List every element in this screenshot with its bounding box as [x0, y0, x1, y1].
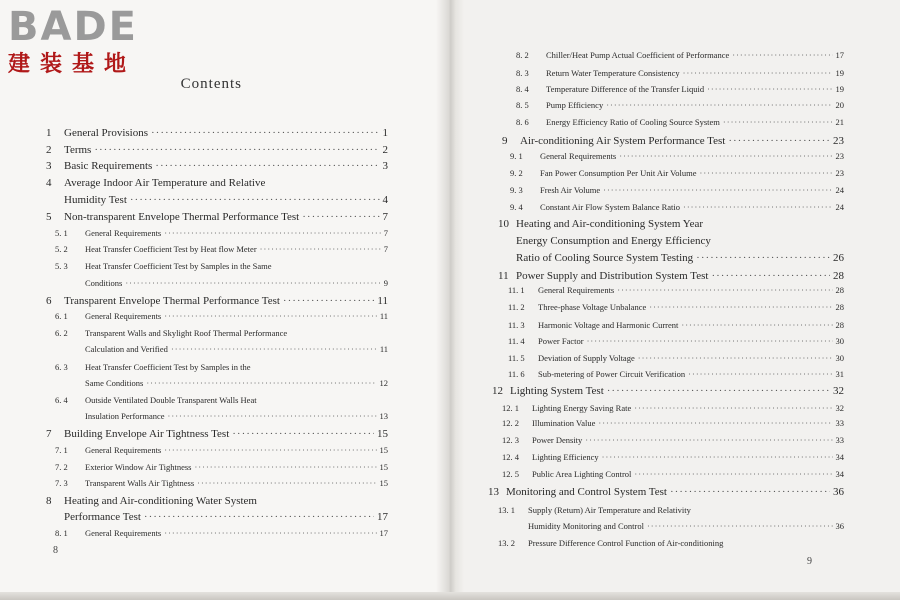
- toc-entry-title: Supply (Return) Air Temperature and Relativity: [528, 505, 691, 515]
- toc-entry: [498, 235, 844, 247]
- toc-entry-number: 13: [488, 486, 499, 498]
- toc-entry-page: 15: [379, 478, 388, 488]
- toc-entry: [46, 428, 388, 440]
- toc-entry-number: 7. 2: [55, 462, 68, 472]
- toc-dot-leader: [283, 295, 374, 307]
- toc-entry-page: 3: [382, 160, 388, 172]
- toc-entry-number: 12. 3: [502, 435, 519, 445]
- toc-entry: [492, 385, 844, 397]
- toc-entry-page: 32: [835, 403, 844, 413]
- toc-entry-number: 11. 4: [508, 336, 525, 346]
- toc-entry-page: 11: [377, 295, 388, 307]
- toc-dot-leader: [647, 521, 833, 531]
- toc-entry-page: 33: [835, 435, 844, 445]
- toc-dot-leader: [607, 385, 830, 397]
- toc-entry: [498, 505, 844, 515]
- book-gutter: [436, 0, 464, 600]
- toc-entry-number: 5: [46, 211, 52, 223]
- toc-entry-title: Heat Transfer Coefficient Test by Samples in the Same: [85, 261, 272, 271]
- toc-entry: [55, 411, 388, 421]
- toc-entry-page: 15: [377, 428, 388, 440]
- toc-entry: [508, 302, 844, 312]
- toc-entry-title: Monitoring and Control System Test: [506, 486, 667, 498]
- toc-dot-leader: [649, 302, 832, 312]
- toc-entry: [55, 378, 388, 388]
- toc-entry: [46, 127, 388, 139]
- toc-entry-title: Same Conditions: [85, 378, 144, 388]
- toc-entry: [508, 336, 844, 346]
- toc-dot-leader: [681, 320, 832, 330]
- toc-entry-number: 11. 5: [508, 353, 525, 363]
- toc-entry-page: 23: [835, 151, 844, 161]
- contents-title: Contents: [180, 76, 242, 92]
- toc-dot-leader: [171, 344, 377, 354]
- toc-entry-title: Performance Test: [64, 511, 141, 523]
- toc-entry-number: 8. 2: [516, 50, 529, 60]
- toc-entry: [46, 194, 388, 206]
- toc-dot-leader: [130, 194, 380, 206]
- bade-logo: [8, 6, 178, 80]
- toc-entry-title: Power Factor: [538, 336, 584, 346]
- toc-entry-number: 13. 2: [498, 538, 515, 548]
- toc-entry-title: Heat Transfer Coefficient Test by Samples in the: [85, 362, 251, 372]
- toc-entry: [502, 403, 844, 413]
- toc-entry-title: Lighting System Test: [510, 385, 604, 397]
- toc-entry-title: Chiller/Heat Pump Actual Coefficient of Performance: [546, 50, 730, 60]
- toc-entry-title: Air-conditioning Air System Performance Test: [520, 135, 726, 147]
- toc-entry-page: 24: [835, 202, 844, 212]
- toc-entry-page: 13: [379, 411, 388, 421]
- toc-entry-title: General Requirements: [85, 311, 162, 321]
- toc-entry-title: Power Density: [532, 435, 583, 445]
- toc-entry: [510, 151, 844, 161]
- toc-entry-page: 17: [835, 50, 844, 60]
- toc-entry: [510, 202, 844, 212]
- toc-entry-page: 31: [835, 369, 844, 379]
- toc-entry-title: Pressure Difference Control Function of Air-conditioning: [528, 538, 724, 548]
- toc-entry: [502, 469, 844, 479]
- toc-entry-title: Conditions: [85, 278, 123, 288]
- toc-entry-number: 7: [46, 428, 52, 440]
- toc-entry-page: 34: [835, 469, 844, 479]
- toc-entry-number: 4: [46, 177, 52, 189]
- toc-dot-leader: [151, 127, 379, 139]
- toc-dot-leader: [302, 211, 379, 223]
- toc-entry-title: Humidity Test: [64, 194, 127, 206]
- toc-entry-number: 3: [46, 160, 52, 172]
- toc-entry-number: 8: [46, 495, 52, 507]
- toc-entry-number: 9. 3: [510, 185, 523, 195]
- toc-entry-page: 33: [835, 418, 844, 428]
- toc-entry-title: Return Water Temperature Consistency: [546, 68, 680, 78]
- toc-entry-title: Ratio of Cooling Source System Testing: [516, 252, 694, 264]
- toc-entry-title: General Requirements: [538, 285, 615, 295]
- toc-entry-page: 28: [833, 270, 844, 282]
- toc-entry-page: 11: [379, 311, 388, 321]
- toc-dot-leader: [634, 469, 832, 479]
- toc-entry-page: 28: [835, 320, 844, 330]
- toc-entry-number: 9: [502, 135, 508, 147]
- toc-entry: [46, 511, 388, 523]
- toc-dot-leader: [155, 160, 379, 172]
- toc-entry: [508, 320, 844, 330]
- toc-entry-page: 4: [382, 194, 388, 206]
- toc-dot-leader: [146, 378, 376, 388]
- toc-entry: [55, 462, 388, 472]
- toc-dot-leader: [168, 411, 377, 421]
- toc-entry-title: Public Area Lighting Control: [532, 469, 632, 479]
- toc-entry-number: 6: [46, 295, 52, 307]
- toc-entry-page: 36: [833, 486, 844, 498]
- toc-entry-title: Exterior Window Air Tightness: [85, 462, 192, 472]
- toc-entry-number: 5. 2: [55, 244, 68, 254]
- toc-dot-leader: [144, 511, 374, 523]
- toc-entry: [46, 160, 388, 172]
- toc-entry: [55, 395, 388, 405]
- toc-dot-leader: [603, 185, 832, 195]
- logo-text: BADE: [8, 4, 138, 50]
- toc-entry-number: 6. 1: [55, 311, 68, 321]
- toc-entry-page: 17: [377, 511, 388, 523]
- toc-entry: [498, 521, 844, 531]
- toc-entry-number: 1: [46, 127, 52, 139]
- toc-entry: [46, 211, 388, 223]
- toc-dot-leader: [164, 445, 376, 455]
- toc-dot-leader: [728, 135, 830, 147]
- toc-entry: [502, 452, 844, 462]
- toc-entry-number: 7. 3: [55, 478, 68, 488]
- toc-entry-title: Deviation of Supply Voltage: [538, 353, 635, 363]
- toc-entry-title: Humidity Monitoring and Control: [528, 521, 644, 531]
- right-page: [452, 0, 900, 600]
- toc-entry-title: Non-transparent Envelope Thermal Performance Test: [64, 211, 300, 223]
- toc-entry-page: 7: [383, 228, 388, 238]
- toc-dot-leader: [164, 528, 376, 538]
- toc-entry-number: 11. 3: [508, 320, 525, 330]
- toc-entry-number: 11. 1: [508, 285, 525, 295]
- toc-entry: [55, 344, 388, 354]
- toc-dot-leader: [707, 84, 832, 94]
- toc-entry-title: General Requirements: [85, 228, 162, 238]
- toc-entry-number: 9. 1: [510, 151, 523, 161]
- toc-entry-page: 1: [382, 127, 388, 139]
- toc-entry-title: Harmonic Voltage and Harmonic Current: [538, 320, 679, 330]
- toc-entry-number: 9. 4: [510, 202, 523, 212]
- toc-entry-number: 6. 2: [55, 328, 68, 338]
- toc-entry-page: 17: [379, 528, 388, 538]
- toc-dot-leader: [260, 244, 381, 254]
- toc-entry: [502, 135, 844, 147]
- toc-dot-leader: [94, 144, 379, 156]
- toc-entry-page: 11: [379, 344, 388, 354]
- toc-entry: [46, 144, 388, 156]
- toc-entry-title: General Provisions: [64, 127, 149, 139]
- toc-dot-leader: [606, 100, 832, 110]
- logo-chinese-text: 建装基地: [8, 52, 137, 77]
- toc-entry: [498, 538, 844, 548]
- toc-entry: [510, 168, 844, 178]
- toc-entry-title: Calculation and Verified: [85, 344, 168, 354]
- toc-dot-leader: [683, 202, 832, 212]
- toc-entry-number: 5. 3: [55, 261, 68, 271]
- toc-dot-leader: [598, 418, 832, 428]
- toc-entry: [516, 84, 844, 94]
- toc-entry: [46, 295, 388, 307]
- toc-entry-number: 8. 4: [516, 84, 529, 94]
- toc-entry-page: 2: [382, 144, 388, 156]
- toc-dot-leader: [699, 168, 832, 178]
- toc-entry: [502, 435, 844, 445]
- toc-dot-leader: [688, 369, 832, 379]
- toc-dot-leader: [683, 68, 833, 78]
- toc-dot-leader: [587, 336, 833, 346]
- toc-entry-page: 19: [835, 84, 844, 94]
- toc-entry-page: 12: [379, 378, 388, 388]
- toc-entry-number: 12. 5: [502, 469, 519, 479]
- toc-entry: [55, 362, 388, 372]
- toc-entry-title: Outside Ventilated Double Transparent Walls Heat: [85, 395, 257, 405]
- toc-entry-page: 15: [379, 462, 388, 472]
- toc-entry-page: 20: [835, 100, 844, 110]
- toc-entry-title: Pump Efficiency: [546, 100, 604, 110]
- toc-dot-leader: [232, 428, 374, 440]
- page-bottom-edge: [0, 592, 900, 600]
- toc-entry-title: Insulation Performance: [85, 411, 165, 421]
- toc-entry-page: 23: [835, 168, 844, 178]
- toc-entry: [510, 185, 844, 195]
- toc-entry-page: 7: [383, 244, 388, 254]
- toc-entry-page: 19: [835, 68, 844, 78]
- toc-entry-page: 28: [835, 302, 844, 312]
- toc-entry-page: 34: [835, 452, 844, 462]
- toc-entry: [516, 68, 844, 78]
- toc-entry-title: Temperature Difference of the Transfer Liquid: [546, 84, 705, 94]
- toc-entry-title: Constant Air Flow System Balance Ratio: [540, 202, 681, 212]
- toc-entry: [516, 117, 844, 127]
- toc-entry-title: Average Indoor Air Temperature and Relative: [64, 177, 266, 189]
- toc-dot-leader: [125, 278, 380, 288]
- toc-dot-leader: [634, 403, 832, 413]
- toc-entry-title: Heating and Air-conditioning Water System: [64, 495, 257, 507]
- toc-entry-title: Building Envelope Air Tightness Test: [64, 428, 230, 440]
- toc-entry-title: Sub-metering of Power Circuit Verification: [538, 369, 686, 379]
- toc-entry-title: Lighting Energy Saving Rate: [532, 403, 632, 413]
- toc-entry-title: Terms: [64, 144, 92, 156]
- toc-entry-number: 11: [498, 270, 509, 282]
- toc-entry: [508, 353, 844, 363]
- toc-entry-title: Energy Efficiency Ratio of Cooling Source System: [546, 117, 720, 127]
- toc-entry: [508, 285, 844, 295]
- toc-entry-title: General Requirements: [540, 151, 617, 161]
- toc-dot-leader: [711, 270, 830, 282]
- toc-entry-title: Power Supply and Distribution System Test: [516, 270, 709, 282]
- right-page-number: 9: [807, 556, 812, 567]
- toc-entry-title: Basic Requirements: [64, 160, 153, 172]
- toc-entry: [46, 177, 388, 189]
- toc-entry-page: 28: [835, 285, 844, 295]
- toc-entry-number: 8. 1: [55, 528, 68, 538]
- toc-entry: [55, 244, 388, 254]
- toc-entry-title: Transparent Walls and Skylight Roof Thermal Performance: [85, 328, 288, 338]
- toc-entry-page: 21: [835, 117, 844, 127]
- toc-dot-leader: [197, 478, 376, 488]
- toc-entry-number: 9. 2: [510, 168, 523, 178]
- toc-entry-number: 12. 4: [502, 452, 519, 462]
- toc-entry-title: Heat Transfer Coefficient Test by Heat flow Meter: [85, 244, 257, 254]
- toc-entry: [498, 270, 844, 282]
- toc-dot-leader: [585, 435, 832, 445]
- toc-entry: [55, 478, 388, 488]
- toc-entry: [55, 328, 388, 338]
- toc-entry-number: 11. 6: [508, 369, 525, 379]
- toc-entry-title: General Requirements: [85, 528, 162, 538]
- toc-entry-number: 8. 5: [516, 100, 529, 110]
- toc-entry: [502, 418, 844, 428]
- toc-entry-number: 13. 1: [498, 505, 515, 515]
- toc-dot-leader: [617, 285, 832, 295]
- toc-entry-page: 15: [379, 445, 388, 455]
- toc-entry: [498, 218, 844, 230]
- toc-entry-title: Illumination Value: [532, 418, 596, 428]
- toc-dot-leader: [164, 228, 381, 238]
- toc-entry: [55, 528, 388, 538]
- toc-entry: [55, 311, 388, 321]
- toc-entry-number: 2: [46, 144, 52, 156]
- toc-entry-title: General Requirements: [85, 445, 162, 455]
- left-page-number: 8: [53, 545, 58, 556]
- toc-dot-leader: [723, 117, 833, 127]
- toc-dot-leader: [696, 252, 830, 264]
- toc-entry-number: 8. 3: [516, 68, 529, 78]
- toc-dot-leader: [602, 452, 833, 462]
- toc-entry-title: Fresh Air Volume: [540, 185, 601, 195]
- toc-entry-page: 26: [833, 252, 844, 264]
- toc-entry-number: 7. 1: [55, 445, 68, 455]
- toc-entry: [55, 278, 388, 288]
- toc-entry: [55, 445, 388, 455]
- toc-entry-number: 11. 2: [508, 302, 525, 312]
- toc-entry-number: 6. 3: [55, 362, 68, 372]
- toc-entry-number: 6. 4: [55, 395, 68, 405]
- toc-entry: [55, 261, 388, 271]
- toc-entry-number: 5. 1: [55, 228, 68, 238]
- toc-entry-title: Fan Power Consumption Per Unit Air Volume: [540, 168, 697, 178]
- toc-dot-leader: [164, 311, 377, 321]
- toc-entry: [498, 252, 844, 264]
- toc-entry: [488, 486, 844, 498]
- toc-entry: [46, 495, 388, 507]
- toc-entry-number: 8. 6: [516, 117, 529, 127]
- toc-entry-page: 7: [382, 211, 388, 223]
- toc-entry-title: Energy Consumption and Energy Efficiency: [516, 235, 711, 247]
- toc-entry-number: 12. 1: [502, 403, 519, 413]
- toc-entry-page: 9: [383, 278, 388, 288]
- toc-entry-title: Transparent Walls Air Tightness: [85, 478, 195, 488]
- toc-entry: [516, 100, 844, 110]
- toc-entry-page: 30: [835, 336, 844, 346]
- toc-entry-page: 32: [833, 385, 844, 397]
- toc-dot-leader: [619, 151, 832, 161]
- toc-dot-leader: [194, 462, 376, 472]
- toc-entry-number: 12. 2: [502, 418, 519, 428]
- toc-entry-page: 24: [835, 185, 844, 195]
- toc-entry-number: 12: [492, 385, 503, 397]
- toc-dot-leader: [732, 50, 832, 60]
- toc-entry-page: 30: [835, 353, 844, 363]
- toc-entry: [508, 369, 844, 379]
- toc-entry-page: 36: [835, 521, 844, 531]
- toc-entry-title: Lighting Efficiency: [532, 452, 599, 462]
- toc-dot-leader: [670, 486, 830, 498]
- toc-entry-title: Transparent Envelope Thermal Performance Test: [64, 295, 280, 307]
- toc-entry: [55, 228, 388, 238]
- toc-entry-title: Heating and Air-conditioning System Year: [516, 218, 704, 230]
- toc-entry-page: 23: [833, 135, 844, 147]
- toc-dot-leader: [638, 353, 833, 363]
- toc-entry-title: Three-phase Voltage Unbalance: [538, 302, 647, 312]
- toc-entry-number: 10: [498, 218, 509, 230]
- toc-entry: [516, 50, 844, 60]
